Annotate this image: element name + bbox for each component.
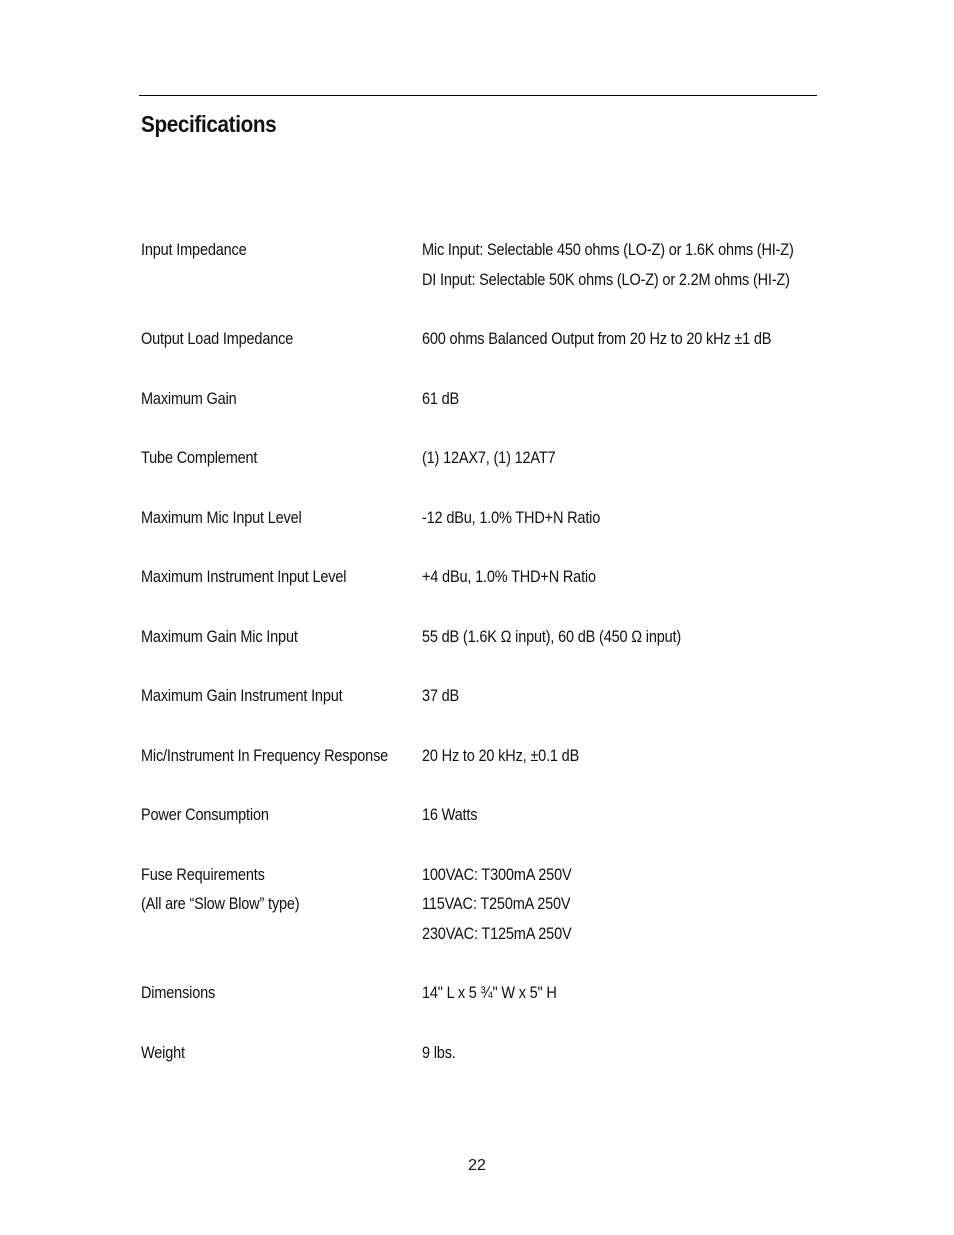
spec-row [141, 236, 821, 295]
spec-row [141, 682, 821, 712]
spec-label-line: Maximum Gain Instrument Input [141, 687, 343, 705]
spec-value-line: 230VAC: T125mA 250V [422, 924, 572, 943]
spec-row [141, 801, 821, 831]
spec-value-line: 16 Watts [422, 806, 478, 824]
spec-label-line: Mic/Instrument In Frequency Response [141, 746, 389, 765]
spec-value-line: 600 ohms Balanced Output from 20 Hz to 20 kHz ±1 dB [422, 330, 772, 348]
spec-label [141, 861, 422, 950]
spec-label [141, 444, 422, 474]
spec-label [141, 236, 422, 295]
spec-value-line: -12 dBu, 1.0% THD+N Ratio [422, 508, 601, 527]
spec-label-line: Maximum Gain Mic Input [141, 627, 298, 646]
spec-value [422, 325, 821, 355]
spec-label-line: (All are “Slow Blow” type) [141, 895, 300, 913]
spec-value [422, 1039, 821, 1069]
spec-value-line: DI Input: Selectable 50K ohms (LO-Z) or 2.2M ohms (HI-Z) [422, 270, 790, 289]
spec-value [422, 742, 821, 772]
spec-value [422, 682, 821, 712]
spec-label [141, 385, 422, 415]
spec-label-line: Dimensions [141, 984, 216, 1002]
spec-value [422, 385, 821, 415]
spec-label [141, 504, 422, 534]
spec-row [141, 385, 821, 415]
spec-label [141, 563, 422, 593]
spec-label-line: Weight [141, 1043, 185, 1062]
spec-label-line: Output Load Impedance [141, 330, 294, 348]
spec-label [141, 623, 422, 653]
spec-value [422, 504, 821, 534]
spec-value [422, 801, 821, 831]
spec-value [422, 979, 821, 1009]
spec-value [422, 236, 844, 295]
spec-label [141, 979, 422, 1009]
header-rule [139, 95, 817, 96]
spec-value-line: 20 Hz to 20 kHz, ±0.1 dB [422, 746, 580, 765]
spec-label [141, 1039, 422, 1069]
spec-value-line: 9 lbs. [422, 1043, 456, 1062]
spec-row [141, 742, 821, 772]
spec-value-line: +4 dBu, 1.0% THD+N Ratio [422, 568, 596, 586]
spec-label-line: Maximum Gain [141, 389, 237, 408]
spec-row [141, 444, 821, 474]
spec-value [422, 623, 821, 653]
spec-value-line: 14" L x 5 ¾" W x 5" H [422, 984, 557, 1002]
page-number: 22 [468, 1157, 486, 1174]
spec-value-line: 100VAC: T300mA 250V [422, 865, 572, 884]
spec-row [141, 504, 821, 534]
spec-label-line: Tube Complement [141, 449, 258, 467]
spec-value [422, 861, 821, 950]
spec-row [141, 325, 821, 355]
spec-label-line: Input Impedance [141, 241, 247, 259]
spec-value-line: 55 dB (1.6K Ω input), 60 dB (450 Ω input) [422, 627, 682, 646]
spec-row [141, 623, 821, 653]
spec-value-line: 37 dB [422, 687, 460, 705]
spec-row [141, 563, 821, 593]
spec-table [141, 236, 821, 1098]
spec-row [141, 1039, 821, 1069]
spec-label-line: Maximum Instrument Input Level [141, 568, 347, 586]
spec-label-line: Maximum Mic Input Level [141, 508, 302, 527]
spec-label [141, 742, 422, 772]
page-title: Specifications [141, 111, 277, 137]
spec-row [141, 861, 821, 950]
spec-row [141, 979, 821, 1009]
spec-value-line: 115VAC: T250mA 250V [422, 895, 571, 913]
spec-label [141, 682, 422, 712]
spec-value [422, 444, 821, 474]
spec-label-line: Fuse Requirements [141, 865, 265, 884]
spec-value-line: (1) 12AX7, (1) 12AT7 [422, 449, 556, 467]
spec-value-line: Mic Input: Selectable 450 ohms (LO-Z) or 1.6K ohms (HI-Z) [422, 241, 794, 259]
spec-label [141, 801, 422, 831]
spec-value [422, 563, 821, 593]
spec-label-line: Power Consumption [141, 806, 269, 824]
spec-value-line: 61 dB [422, 389, 460, 408]
spec-label [141, 325, 422, 355]
